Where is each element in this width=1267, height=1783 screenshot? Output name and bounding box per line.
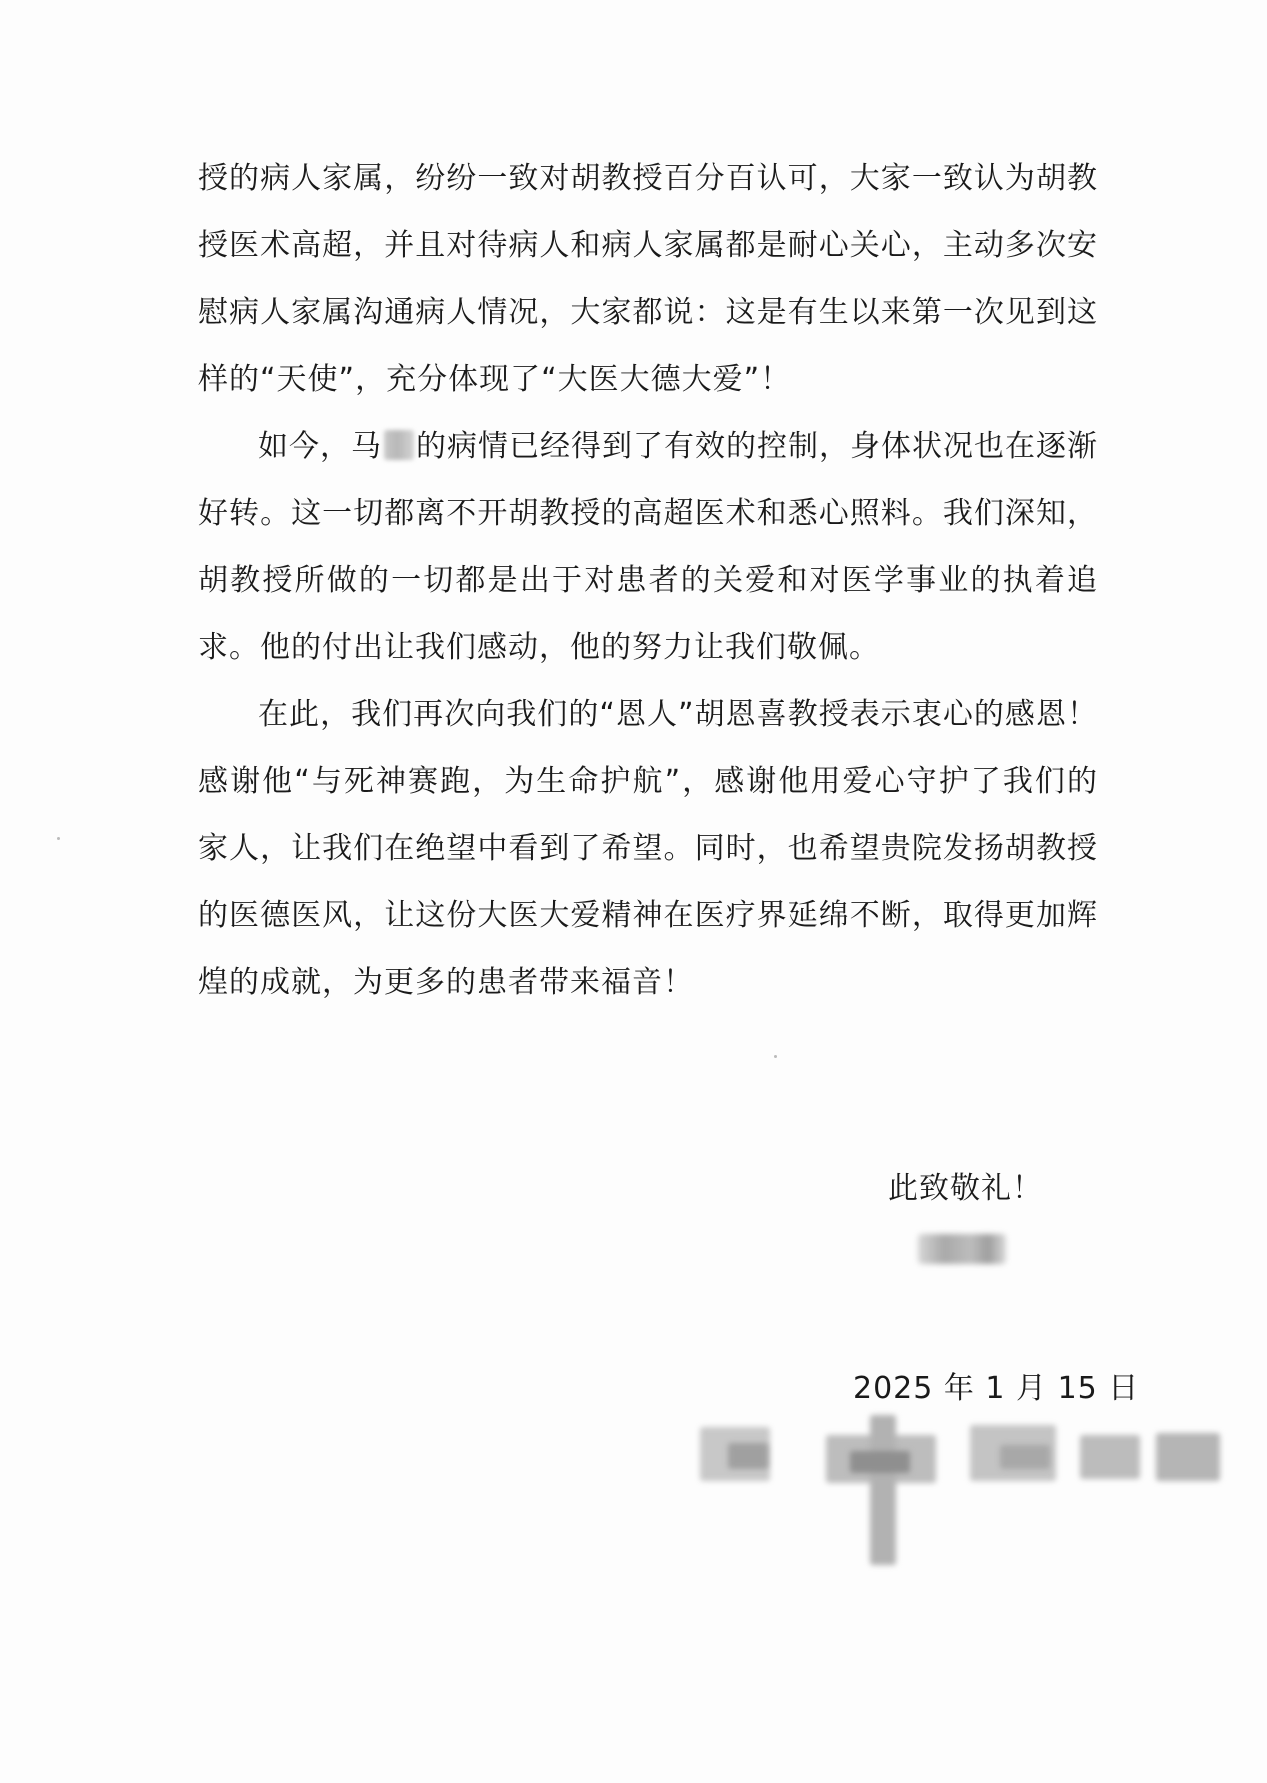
closing-salutation: 此致敬礼！	[888, 1171, 1043, 1206]
letter-body	[198, 145, 1098, 1016]
paragraph-1: 授的病人家属，纷纷一致对胡教授百分百认可，大家一致认为胡教授医术高超，并且对待病人和病人家属都是耐心关心，主动多次安慰病人家属沟通病人情况，大家都说：这是有生以来第一次见到这样的“天使”，充分体现了“大医大德大爱”！	[198, 161, 1098, 397]
redacted-sender-signature	[918, 1234, 1006, 1264]
paragraph-2	[198, 413, 1098, 681]
paragraph-2-rest: 的病情已经得到了有效的控制，身体状况也在逐渐好转。这一切都离不开胡教授的高超医术和悉心照料。我们深知，胡教授所做的一切都是出于对患者的关爱和对医学事业的执着追求。他的付出让我们感动，他的努力让我们敬佩。	[198, 429, 1098, 665]
paragraph-2-start: 如今，马	[258, 429, 382, 464]
scan-speck	[774, 1055, 777, 1058]
scan-speck	[57, 837, 60, 840]
redacted-name	[384, 430, 414, 460]
letter-date: 2025 年 1 月 15 日	[853, 1371, 1140, 1406]
redacted-stamp-area	[700, 1415, 1240, 1565]
paragraph-3: 在此，我们再次向我们的“恩人”胡恩喜教授表示衷心的感恩！感谢他“与死神赛跑，为生命护航”，感谢他用爱心守护了我们的家人，让我们在绝望中看到了希望。同时，也希望贵院发扬胡教授的医德医风，让这份大医大爱精神在医疗界延绵不断，取得更加辉煌的成就，为更多的患者带来福音！	[198, 697, 1098, 1000]
